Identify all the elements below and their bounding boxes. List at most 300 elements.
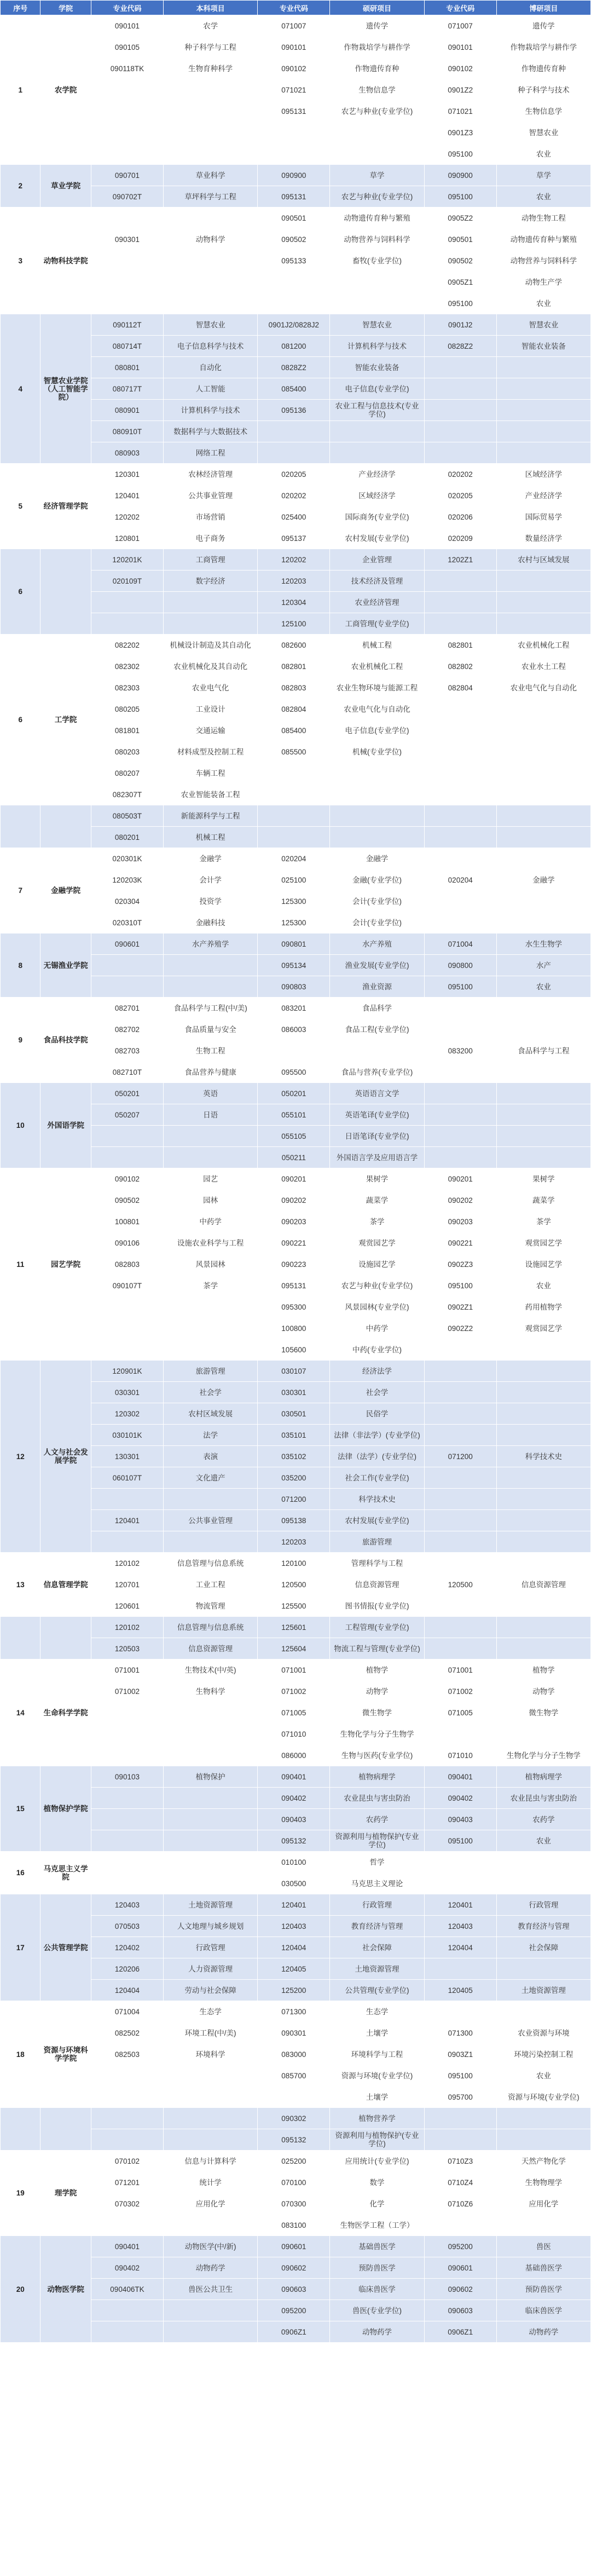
table-row [1,464,591,485]
ms-code [258,272,330,293]
table-row [1,848,591,869]
ms-code: 055105 [258,1126,330,1147]
ug-code [91,2065,163,2087]
ug-program [164,1852,258,1873]
phd-program: 水生生物学 [496,933,590,955]
college-number: 5 [1,464,40,549]
ug-program: 生物育种科学 [164,58,258,79]
ug-code [91,1809,163,1830]
ms-program: 金融(专业学位) [330,869,424,891]
table-row [1,1083,591,1104]
phd-program [496,1958,590,1980]
ms-program: 产业经济学 [330,464,424,485]
ms-code: 095132 [258,1830,330,1852]
phd-program: 生物物理学 [496,2172,590,2193]
phd-program: 作物遗传育种 [496,58,590,79]
phd-code: 020202 [424,464,496,485]
ug-program: 园艺 [164,1168,258,1190]
ms-code: 071002 [258,1681,330,1702]
ms-code: 120203 [258,1531,330,1553]
ug-program: 统计学 [164,2172,258,2193]
college-number: 2 [1,165,40,208]
phd-program [496,570,590,592]
ms-program: 旅游管理 [330,1531,424,1553]
table-row [1,15,591,37]
ms-code: 120404 [258,1937,330,1958]
phd-program [496,2215,590,2236]
ug-code: 120402 [91,1937,163,1958]
ms-code: 090801 [258,933,330,955]
phd-code [424,1019,496,1040]
phd-program: 社会保障 [496,1937,590,1958]
ms-program: 作物栽培学与耕作学 [330,37,424,58]
header-phd-code: 专业代码 [424,1,496,15]
ms-code: 090603 [258,2279,330,2300]
phd-code [424,421,496,442]
phd-code [424,741,496,763]
ug-program: 机械工程 [164,827,258,848]
phd-code: 095100 [424,186,496,208]
college-name: 动物科技学院 [40,208,91,314]
ug-program: 新能源科学与工程 [164,805,258,827]
ms-program: 农村发展(专业学位) [330,528,424,549]
phd-code [424,1958,496,1980]
phd-code: 090401 [424,1766,496,1788]
college-number: 12 [1,1361,40,1553]
table-row [1,635,591,656]
phd-program: 教育经济与管理 [496,1916,590,1937]
phd-program: 农药学 [496,1809,590,1830]
table-row [1,2108,591,2129]
phd-program: 农业 [496,143,590,165]
ug-program: 农业智能装备工程 [164,784,258,805]
college-name [40,1617,91,1659]
ms-program: 生物化学与分子生物学 [330,1724,424,1745]
phd-program: 微生物学 [496,1702,590,1724]
phd-code [424,1595,496,1617]
college-name: 理学院 [40,2151,91,2236]
ms-code: 120202 [258,549,330,570]
phd-code: 0901Z2 [424,79,496,101]
phd-code [424,912,496,933]
ms-program: 农业工程与信息技术(专业学位) [330,400,424,421]
college-name [40,549,91,635]
ug-program: 公共事业管理 [164,1510,258,1531]
table-row [1,1852,591,1873]
ms-program: 生物信息学 [330,79,424,101]
ug-code: 050207 [91,1104,163,1126]
ug-program [164,79,258,101]
phd-code [424,805,496,827]
ms-code: 090102 [258,58,330,79]
ug-code: 050201 [91,1083,163,1104]
college-number: 6 [1,549,40,635]
ug-code: 090107T [91,1275,163,1296]
ms-code: 095131 [258,186,330,208]
phd-program: 食品科学与工程 [496,1040,590,1062]
college-number [1,805,40,848]
phd-program: 应用化学 [496,2193,590,2215]
phd-code: 082804 [424,677,496,699]
table-row [1,549,591,570]
ug-code [91,1830,163,1852]
ug-code: 070102 [91,2151,163,2172]
ms-code: 090202 [258,1190,330,1211]
ms-program: 农艺与种业(专业学位) [330,1275,424,1296]
table-row [1,314,591,336]
college-name: 植物保护学院 [40,1766,91,1852]
ug-code: 082701 [91,998,163,1019]
phd-program: 智能农业装备 [496,336,590,357]
ug-code: 082307T [91,784,163,805]
phd-program: 遗传学 [496,15,590,37]
phd-code [424,1083,496,1104]
ms-program: 植物学 [330,1659,424,1681]
phd-program: 临床兽医学 [496,2300,590,2321]
phd-program [496,827,590,848]
ug-program [164,2215,258,2236]
college-number: 13 [1,1553,40,1617]
phd-code: 0903Z1 [424,2044,496,2065]
ms-program: 技术经济及管理 [330,570,424,592]
phd-code [424,784,496,805]
ms-program: 机械工程 [330,635,424,656]
phd-code [424,2215,496,2236]
ug-code [91,592,163,613]
ug-code [91,1788,163,1809]
ms-code: 083100 [258,2215,330,2236]
phd-program [496,1531,590,1553]
phd-code: 020206 [424,506,496,528]
ug-program: 信息与计算科学 [164,2151,258,2172]
phd-program [496,1724,590,1745]
college-name: 经济管理学院 [40,464,91,549]
ug-program: 信息资源管理 [164,1638,258,1659]
phd-code: 090203 [424,1211,496,1232]
phd-program [496,848,590,869]
phd-code [424,1425,496,1446]
ug-code [91,976,163,998]
ug-program: 风景园林 [164,1254,258,1275]
phd-code: 1202Z1 [424,549,496,570]
ug-program: 材料成型及控制工程 [164,741,258,763]
ug-program: 中药学 [164,1211,258,1232]
college-name [40,805,91,848]
phd-program: 金融学 [496,869,590,891]
table-row [1,1617,591,1638]
phd-program: 农业 [496,1830,590,1852]
phd-program [496,784,590,805]
college-number: 11 [1,1168,40,1361]
ug-program: 食品科学与工程(中/美) [164,998,258,1019]
table-row [1,2001,591,2022]
phd-program [496,1147,590,1168]
phd-program: 环境污染控制工程 [496,2044,590,2065]
ug-program: 生物工程 [164,1040,258,1062]
ug-code [91,1702,163,1724]
phd-program: 植物学 [496,1659,590,1681]
ug-code: 120202 [91,506,163,528]
ms-program: 植物病理学 [330,1766,424,1788]
ms-program: 金融学 [330,848,424,869]
ug-code: 081801 [91,720,163,741]
phd-code [424,613,496,635]
ms-code: 020202 [258,485,330,506]
phd-code: 090402 [424,1788,496,1809]
ug-code: 020109T [91,570,163,592]
ms-program: 土地资源管理 [330,1958,424,1980]
ms-program [330,272,424,293]
ms-program: 动物学 [330,1681,424,1702]
ug-code [91,1852,163,1873]
table-row [1,2236,591,2257]
phd-program [496,378,590,400]
ms-code: 071300 [258,2001,330,2022]
ms-code: 095138 [258,1510,330,1531]
ms-program: 资源与环境(专业学位) [330,2065,424,2087]
ms-code: 090302 [258,2108,330,2129]
ms-program: 植物营养学 [330,2108,424,2129]
ug-code: 090118TK [91,58,163,79]
table-row [1,933,591,955]
ug-code: 120404 [91,1980,163,2001]
ms-code: 095133 [258,250,330,272]
ms-code: 095500 [258,1062,330,1083]
phd-code: 071021 [424,101,496,122]
ms-program: 果树学 [330,1168,424,1190]
ug-code [91,1531,163,1553]
phd-code [424,848,496,869]
ug-program [164,208,258,229]
ms-code: 120405 [258,1958,330,1980]
ms-program: 外国语言学及应用语言学 [330,1147,424,1168]
phd-code [424,1638,496,1659]
ug-program: 应用化学 [164,2193,258,2215]
header-college: 学院 [40,1,91,15]
ug-code: 082202 [91,635,163,656]
ug-program: 茶学 [164,1275,258,1296]
ms-program: 资源利用与植物保护(专业学位) [330,2129,424,2151]
ms-code: 090101 [258,37,330,58]
college-number: 15 [1,1766,40,1852]
ms-code [258,122,330,143]
ms-program [330,143,424,165]
phd-code [424,1873,496,1894]
ug-program: 网络工程 [164,442,258,464]
phd-code: 095100 [424,143,496,165]
ug-code: 082702 [91,1019,163,1040]
table-row [1,2151,591,2172]
phd-code [424,1531,496,1553]
phd-program [496,1382,590,1403]
phd-program [496,442,590,464]
ms-program: 哲学 [330,1852,424,1873]
ug-program [164,143,258,165]
ms-program: 行政管理 [330,1894,424,1916]
phd-program: 果树学 [496,1168,590,1190]
ms-code: 090900 [258,165,330,186]
phd-code: 090202 [424,1190,496,1211]
phd-code: 071002 [424,1681,496,1702]
ms-code: 020205 [258,464,330,485]
phd-code: 0901J2 [424,314,496,336]
college-name: 园艺学院 [40,1168,91,1361]
ug-code: 020301K [91,848,163,869]
phd-program [496,763,590,784]
phd-code: 095100 [424,1275,496,1296]
phd-program: 智慧农业 [496,122,590,143]
ms-program: 农业机械化工程 [330,656,424,677]
ug-code: 120206 [91,1958,163,1980]
ms-program: 蔬菜学 [330,1190,424,1211]
ug-code [91,1489,163,1510]
ug-code [91,613,163,635]
phd-code [424,720,496,741]
phd-code: 090102 [424,58,496,79]
ms-program: 英语语言文学 [330,1083,424,1104]
ug-program [164,1809,258,1830]
phd-program [496,2001,590,2022]
ms-code: 071021 [258,79,330,101]
phd-program [496,741,590,763]
ms-program: 农村发展(专业学位) [330,1510,424,1531]
college-number: 4 [1,314,40,464]
college-name: 资源与环境科学学院 [40,2001,91,2108]
phd-code: 0905Z2 [424,208,496,229]
phd-code: 0901Z3 [424,122,496,143]
phd-code [424,1339,496,1361]
ms-code: 095132 [258,2129,330,2151]
phd-code: 090601 [424,2257,496,2279]
ug-code: 030101K [91,1425,163,1446]
ug-program: 园林 [164,1190,258,1211]
ug-program: 物流管理 [164,1595,258,1617]
ug-program: 信息管理与信息系统 [164,1553,258,1574]
ug-program [164,1702,258,1724]
ug-program: 日语 [164,1104,258,1126]
college-number [1,2108,40,2151]
college-number: 8 [1,933,40,998]
college-number: 7 [1,848,40,933]
ms-program: 土壤学 [330,2087,424,2108]
phd-code [424,2001,496,2022]
ug-code [91,2300,163,2321]
phd-program: 作物栽培学与耕作学 [496,37,590,58]
ms-code: 010100 [258,1852,330,1873]
phd-program [496,1510,590,1531]
phd-code [424,1617,496,1638]
ms-code: 090221 [258,1232,330,1254]
ms-program [330,827,424,848]
ms-code: 030500 [258,1873,330,1894]
ug-code: 120701 [91,1574,163,1595]
ug-program: 工业设计 [164,699,258,720]
ug-code: 080910T [91,421,163,442]
phd-program [496,613,590,635]
phd-code: 0905Z1 [424,272,496,293]
ms-code: 083000 [258,2044,330,2065]
ms-program: 中药(专业学位) [330,1339,424,1361]
ug-program [164,293,258,314]
ug-program: 动物药学 [164,2257,258,2279]
ms-program: 食品工程(专业学位) [330,1019,424,1040]
ug-code [91,250,163,272]
table-row [1,998,591,1019]
phd-code: 090221 [424,1232,496,1254]
college-number: 9 [1,998,40,1083]
ms-program: 观赏园艺学 [330,1232,424,1254]
phd-code: 090101 [424,37,496,58]
ug-program: 社会学 [164,1382,258,1403]
ms-program: 社会工作(专业学位) [330,1467,424,1489]
phd-program [496,400,590,421]
ug-program: 生物科学 [164,1681,258,1702]
phd-program: 国际贸易学 [496,506,590,528]
ug-code: 120401 [91,1510,163,1531]
ug-code: 120801 [91,528,163,549]
ug-program: 金融科技 [164,912,258,933]
ms-code: 086003 [258,1019,330,1040]
phd-program [496,1467,590,1489]
ms-program: 电子信息(专业学位) [330,720,424,741]
phd-program: 动物营养与饲料科学 [496,250,590,272]
ms-program: 渔业资源 [330,976,424,998]
college-name: 动物医学院 [40,2236,91,2343]
ms-program [330,421,424,442]
ug-program: 车辆工程 [164,763,258,784]
phd-program: 观赏园艺学 [496,1318,590,1339]
ms-code: 082801 [258,656,330,677]
phd-code: 095100 [424,2065,496,2087]
ms-program: 农药学 [330,1809,424,1830]
ug-program: 动物科学 [164,229,258,250]
ug-code: 090701 [91,165,163,186]
ug-program [164,101,258,122]
ug-program: 市场营销 [164,506,258,528]
ms-program [330,784,424,805]
phd-code [424,998,496,1019]
ug-code: 080714T [91,336,163,357]
phd-program [496,1104,590,1126]
phd-program [496,1617,590,1638]
ms-program: 畜牧(专业学位) [330,250,424,272]
phd-program: 农业 [496,293,590,314]
ms-code: 095300 [258,1296,330,1318]
phd-program [496,592,590,613]
phd-code: 095100 [424,293,496,314]
phd-program: 观赏园艺学 [496,1232,590,1254]
phd-program: 蔬菜学 [496,1190,590,1211]
phd-program: 动物生物工程 [496,208,590,229]
ug-code [91,143,163,165]
ug-code: 082502 [91,2022,163,2044]
phd-program: 农业 [496,976,590,998]
phd-program [496,421,590,442]
ug-program: 农村区域发展 [164,1403,258,1425]
ug-code: 090301 [91,229,163,250]
ug-program [164,272,258,293]
college-name: 人文与社会发展学院 [40,1361,91,1553]
ms-program: 化学 [330,2193,424,2215]
ug-code [91,2108,163,2129]
phd-program: 植物病理学 [496,1766,590,1788]
ug-code: 020304 [91,891,163,912]
ug-code: 082703 [91,1040,163,1062]
ug-program: 土地资源管理 [164,1894,258,1916]
ms-code: 070300 [258,2193,330,2215]
ug-code [91,2129,163,2151]
ms-program: 食品与营养(专业学位) [330,1062,424,1083]
